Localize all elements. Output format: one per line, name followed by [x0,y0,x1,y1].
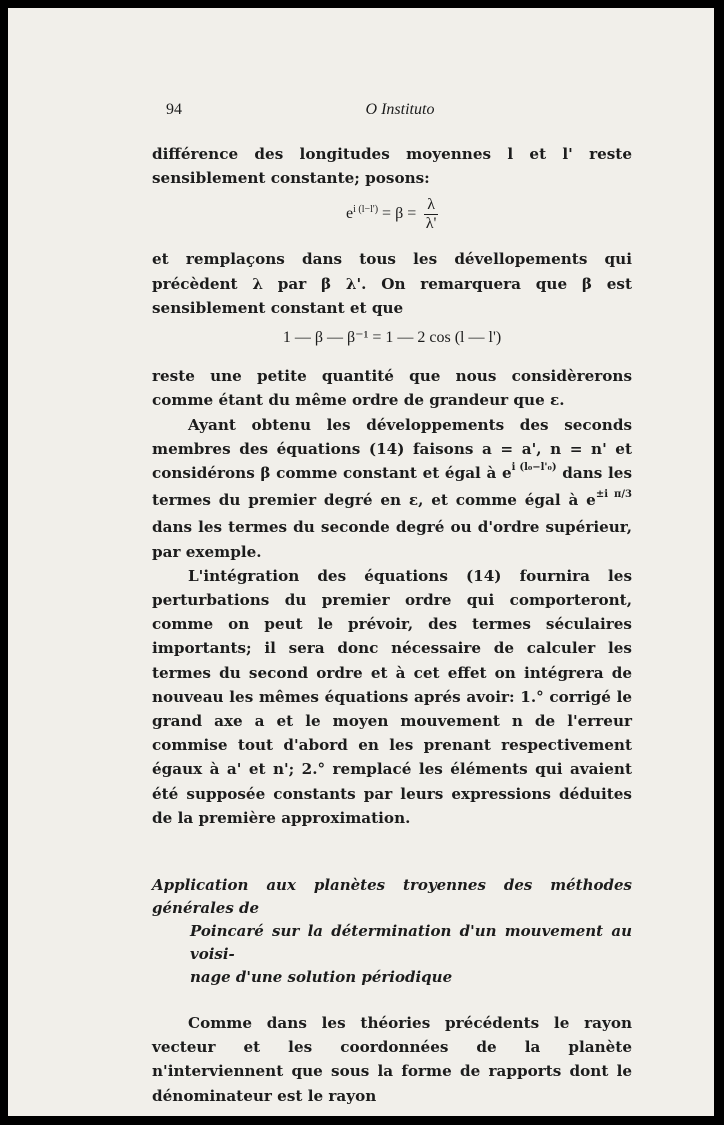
paragraph-4 [152,413,632,564]
page-number: 94 [166,101,182,118]
section-heading [152,874,632,989]
text-body [152,142,632,1108]
paragraph-1: différence des longitudes moyennes l et l' reste sensiblement constante; posons: [152,145,632,188]
eq1-fraction [424,196,438,233]
para4-part-b: dans les termes du premier degré en ε, et comme égal à e [152,464,632,510]
paragraph-5: L'intégration des équations (14) fournira les perturbations du premier ordre qui comporteront, comme on peut le prévoir, des termes séculaires importants; il sera donc nécessaire de calculer les termes du second ordre et à cet effet on intégrera de nouveau les mêmes équations aprés avoir: 1.° corrigé le grand axe a et le moyen mouvement n de l'erreur commise tout d'abord en les prenant respectivement égaux à a' et n'; 2.° remplacé les éléments qui avaient été supposée constants par leurs expressions déduites de la première approximation. [152,566,632,827]
paragraph-3: reste une petite quantité que nous considèrerons comme étant du même ordre de grandeur que ε. [152,367,632,410]
eq1-numerator: λ [424,196,438,215]
paragraph-2: et remplaçons dans tous les dévellopements qui précèdent λ par β λ'. On remarquera que β est sensiblement constant et que [152,250,632,317]
para4-exponent-1: i (l₀−l'₀) [511,462,557,474]
page-header [160,101,640,125]
para4-exponent-2: ±i π/3 [595,489,632,501]
equation-1 [152,196,632,233]
para4-part-c: dans les termes du seconde degré ou d'ordre supérieur, par exemple. [152,518,632,561]
eq1-exponent: i (l−l') [353,204,379,216]
eq1-denominator: λ' [425,215,437,233]
eq1-middle: = β = [382,205,417,223]
running-title: O Instituto [365,101,435,118]
equation-2: 1 — β — β⁻¹ = 1 — 2 cos (l — l') [282,329,502,347]
heading-line-2: Poincaré sur la détermination d'un mouvement au voisi- [190,922,632,964]
heading-line-3: nage d'une solution périodique [190,968,453,987]
heading-line-1: Application aux planètes troyennes des méthodes générales de [152,876,632,918]
paragraph-6: Comme dans les théories précédents le rayon vecteur et les coordonnées de la planète n'interviennent que sous la forme de rapports dont le dénominateur est le rayon [152,1014,632,1105]
eq1-base: e [346,205,354,223]
para4-part-a: Ayant obtenu les développements des seconds membres des équations (14) faisons a = a', n = n' et considérons β comme constant et égal à e [152,415,632,483]
